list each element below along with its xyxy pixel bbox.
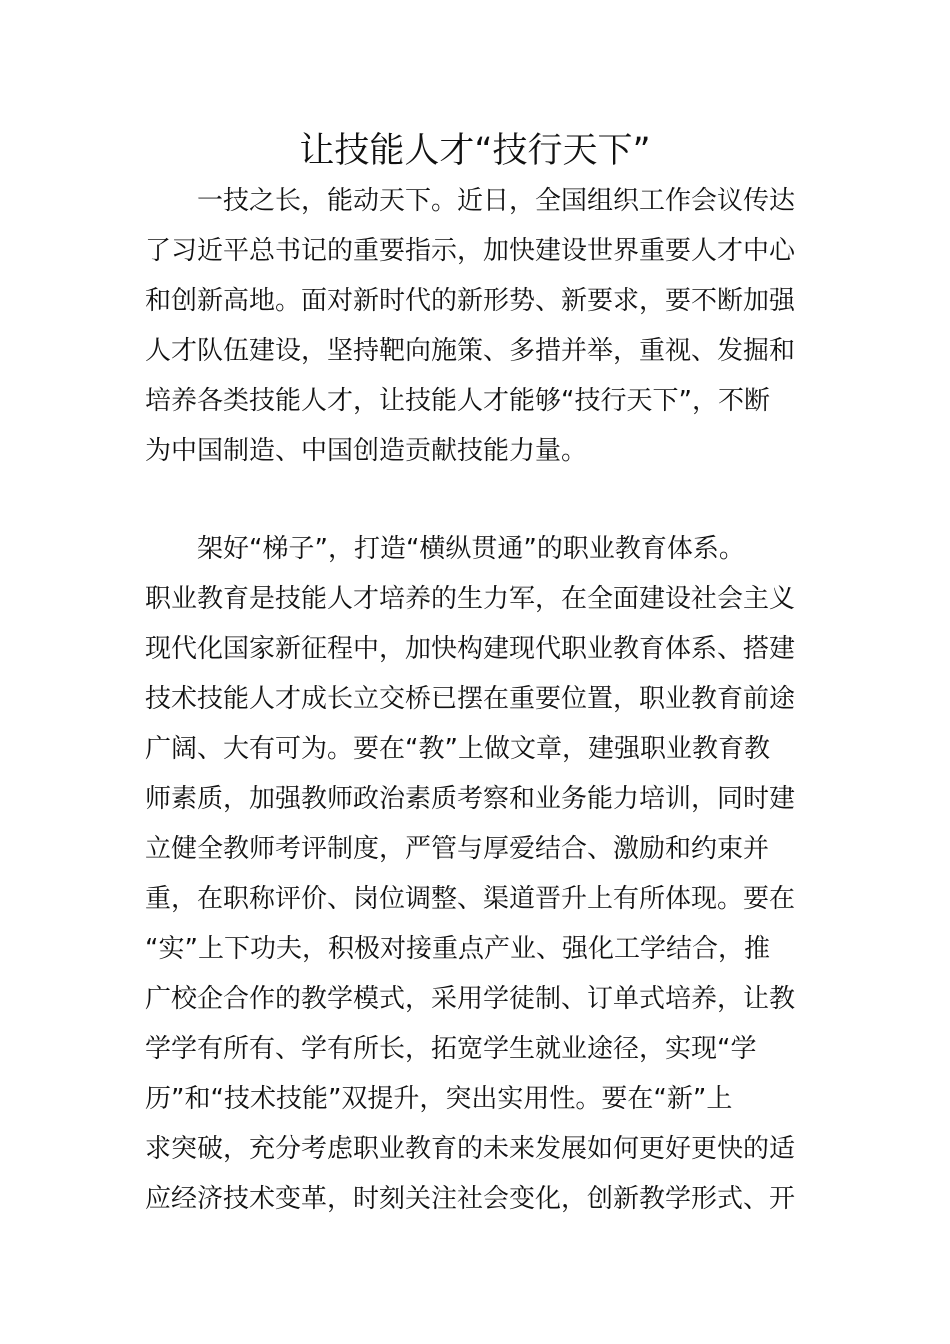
- paragraph-line: “实”上下功夫，积极对接重点产业、强化工学结合，推: [145, 934, 770, 964]
- paragraph-line: 师素质，加强教师政治素质考察和业务能力培训，同时建: [145, 784, 796, 814]
- paragraph-line: 培养各类技能人才，让技能人才能够“技行天下”，不断: [145, 386, 770, 416]
- paragraph-line: 广阔、大有可为。要在“教”上做文章，建强职业教育教: [145, 734, 770, 764]
- paragraph-line: 广校企合作的教学模式，采用学徒制、订单式培养，让教: [145, 984, 796, 1014]
- paragraph-line: 人才队伍建设，坚持靶向施策、多措并举，重视、发掘和: [145, 336, 796, 366]
- document-title: 让技能人才“技行天下”: [299, 131, 651, 171]
- paragraph-line: 一技之长，能动天下。近日，全国组织工作会议传达: [197, 186, 796, 216]
- paragraph-line: 现代化国家新征程中，加快构建现代职业教育体系、搭建: [145, 634, 796, 664]
- paragraph-line: 历”和“技术技能”双提升，突出实用性。要在“新”上: [145, 1084, 733, 1114]
- paragraph-line: 架好“梯子”，打造“横纵贯通”的职业教育体系。: [197, 534, 745, 564]
- paragraph-line: 职业教育是技能人才培养的生力军，在全面建设社会主义: [145, 584, 796, 614]
- paragraph-line: 了习近平总书记的重要指示，加快建设世界重要人才中心: [145, 236, 796, 266]
- paragraph-1: [145, 176, 810, 476]
- paragraph-line: 和创新高地。面对新时代的新形势、新要求，要不断加强: [145, 286, 796, 316]
- paragraph-line: 求突破，充分考虑职业教育的未来发展如何更好更快的适: [145, 1134, 796, 1164]
- paragraph-line: 重，在职称评价、岗位调整、渠道晋升上有所体现。要在: [145, 884, 796, 914]
- paragraph-line: 技术技能人才成长立交桥已摆在重要位置，职业教育前途: [145, 684, 796, 714]
- paragraph-line: 应经济技术变革，时刻关注社会变化，创新教学形式、开: [145, 1184, 796, 1214]
- paragraph-2: [145, 524, 810, 1224]
- paragraph-line: 为中国制造、中国创造贡献技能力量。: [145, 436, 588, 466]
- paragraph-line: 学学有所有、学有所长，拓宽学生就业途径，实现“学: [145, 1034, 757, 1064]
- paragraph-line: 立健全教师考评制度，严管与厚爱结合、激励和约束并: [145, 834, 770, 864]
